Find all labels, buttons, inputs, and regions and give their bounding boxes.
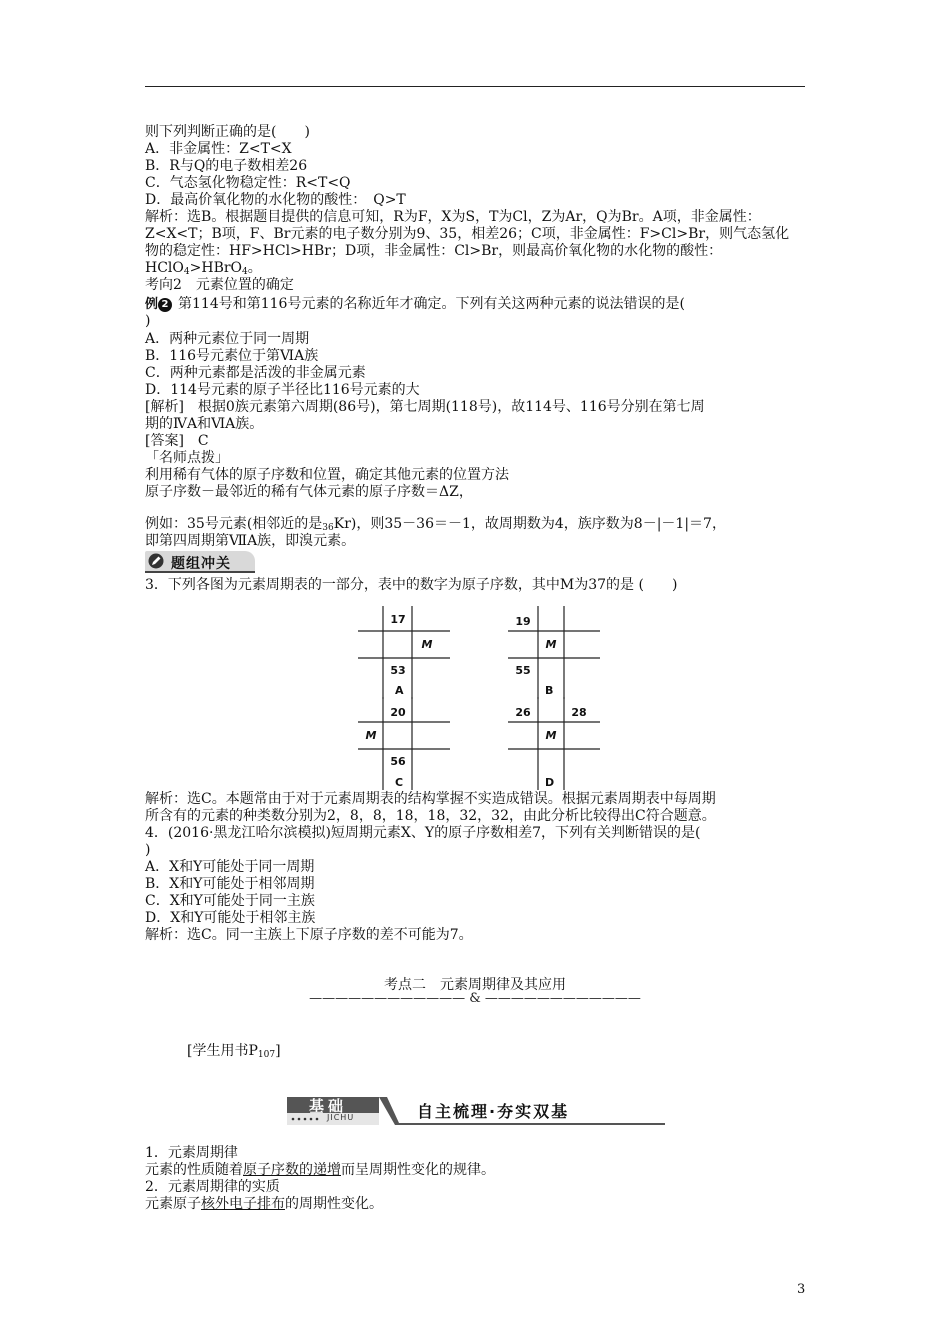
section-title: 考点二 元素周期律及其应用 bbox=[384, 977, 566, 993]
option-c: C．气态氢化物稳定性：R<T<Q bbox=[145, 175, 351, 191]
ex-option-d: D．114号元素的原子半径比116号元素的大 bbox=[145, 382, 420, 398]
grid-b-bottom: 55 bbox=[515, 664, 531, 677]
basics-pinyin: JICHU bbox=[327, 1113, 355, 1122]
grid-a-top: 17 bbox=[390, 613, 406, 626]
ex-option-a: A．两种元素位于同一周期 bbox=[145, 331, 310, 347]
basics-title: 基础 bbox=[309, 1097, 348, 1115]
teacher-tip-heading: 「名师点拨」 bbox=[145, 450, 229, 466]
section-divider: ———————————— & ———————————— bbox=[309, 991, 641, 1006]
q4-option-c: C．X和Y可能处于同一主族 bbox=[145, 893, 315, 909]
grid-a-m: M bbox=[421, 638, 433, 651]
q4-option-b: B．X和Y可能处于相邻周期 bbox=[145, 876, 315, 892]
subsection-title: 考向2 元素位置的确定 bbox=[145, 277, 294, 293]
grid-a-label: A bbox=[395, 684, 404, 697]
periodic-grid-b bbox=[508, 606, 600, 699]
analysis-line-2: Z<X<T；B项，F、Br元素的电子数分别为9、35，相差26；C项，非金属性：F>Cl>Br，则气态氢化 bbox=[145, 226, 790, 242]
q4-option-d: D．X和Y可能处于相邻主族 bbox=[145, 910, 316, 926]
student-book-ref: [学生用书$P_{107}$] bbox=[187, 1043, 281, 1060]
question-3: 3．下列各图为元素周期表的一部分，表中的数字为原子序数，其中M为37的是 ( ) bbox=[145, 577, 678, 593]
grid-b-m: M bbox=[545, 638, 557, 651]
example-2-line: 例 2 第114号和第116号元素的名称近年才确定。下列有关这两种元素的说法错误的是( bbox=[145, 296, 685, 312]
point-1-heading: 1．元素周期律 bbox=[145, 1145, 238, 1161]
question-4: 4．(2016·黑龙江哈尔滨模拟)短周期元素X、Y的原子序数相差7，下列有关判断错误的是( bbox=[145, 825, 701, 841]
question-stem: 则下列判断正确的是( ) bbox=[145, 124, 310, 140]
basics-subtitle: 自主梳理·夯实双基 bbox=[417, 1102, 570, 1121]
tip-example-1: 例如：35号元素(相邻近的是$_{36}$Kr)，则35－36＝－1，故周期数为4，族序数为8－|－1|＝7， bbox=[145, 516, 726, 533]
grid-d-label: D bbox=[545, 776, 555, 789]
grid-b-label: B bbox=[545, 684, 554, 697]
analysis-line-4: HClO$_4$>HBrO$_4$。 bbox=[145, 260, 262, 277]
ex-option-c: C．两种元素都是活泼的非金属元素 bbox=[145, 365, 366, 381]
grid-c-top: 20 bbox=[390, 706, 406, 719]
ex-analysis-1: [解析] 根据0族元素第六周期(86号)，第七周期(118号)，故114号、116号分别在第七周 bbox=[145, 399, 705, 415]
page-number: 3 bbox=[797, 1282, 806, 1297]
q4-option-a: A．X和Y可能处于同一周期 bbox=[145, 859, 315, 875]
grid-b-top: 19 bbox=[515, 615, 531, 628]
example-paren: ) bbox=[145, 313, 151, 329]
tip-line-2: 原子序数－最邻近的稀有气体元素的原子序数＝ΔZ， bbox=[145, 484, 473, 500]
basics-banner bbox=[287, 1097, 665, 1127]
tip-line-1: 利用稀有气体的原子序数和位置，确定其他元素的位置方法 bbox=[145, 467, 509, 483]
point-2-heading: 2．元素周期律的实质 bbox=[145, 1179, 280, 1195]
option-b: B．R与Q的电子数相差26 bbox=[145, 158, 308, 174]
q3-analysis-1: 解析：选C。本题常由于对于元素周期表的结构掌握不实造成错误。根据元素周期表中每周期 bbox=[145, 791, 716, 807]
practice-section-banner bbox=[145, 551, 255, 573]
pencil-icon bbox=[148, 553, 164, 569]
question-4-paren: ) bbox=[145, 842, 151, 858]
header-rule bbox=[145, 86, 805, 87]
grid-c-label: C bbox=[395, 776, 404, 789]
periodic-grid-a bbox=[358, 606, 450, 699]
option-d: D．最高价氧化物的水化物的酸性： Q>T bbox=[145, 192, 406, 208]
practice-title: 题组冲关 bbox=[171, 556, 231, 572]
periodic-grid-c bbox=[358, 697, 450, 790]
point-1-text: 元素的性质随着原子序数的递增而呈周期性变化的规律。 bbox=[145, 1162, 495, 1178]
ex-analysis-2: 期的ⅣA和ⅥA族。 bbox=[145, 416, 264, 432]
grid-c-m: M bbox=[365, 729, 377, 742]
example-badge: 例 2 bbox=[145, 297, 172, 313]
ex-answer: [答案] C bbox=[145, 433, 209, 449]
point-2-text: 元素原子核外电子排布的周期性变化。 bbox=[145, 1196, 383, 1212]
grid-d-m: M bbox=[545, 729, 557, 742]
ex-option-b: B．116号元素位于第ⅥA族 bbox=[145, 348, 319, 364]
q4-analysis: 解析：选C。同一主族上下原子序数的差不可能为7。 bbox=[145, 927, 473, 943]
q3-analysis-2: 所含有的元素的种类数分别为2，8，8，18，18，32，32，由此分析比较得出C符合题意。 bbox=[145, 808, 716, 824]
grid-d-top-left: 26 bbox=[515, 706, 531, 719]
analysis-line-3: 物的稳定性：HF>HCl>HBr；D项，非金属性：Cl>Br，则最高价氧化物的水化物的酸性： bbox=[145, 243, 723, 259]
analysis-line-1: 解析：选B。根据题目提供的信息可知，R为F，X为S，T为Cl，Z为Ar，Q为Br。A项，非金属性： bbox=[145, 209, 761, 225]
grid-a-bottom: 53 bbox=[390, 664, 406, 677]
grid-d-top-right: 28 bbox=[571, 706, 587, 719]
tip-example-2: 即第四周期第ⅦA族，即溴元素。 bbox=[145, 533, 356, 549]
grid-c-bottom: 56 bbox=[390, 755, 406, 768]
option-a: A．非金属性：Z<T<X bbox=[145, 141, 292, 157]
